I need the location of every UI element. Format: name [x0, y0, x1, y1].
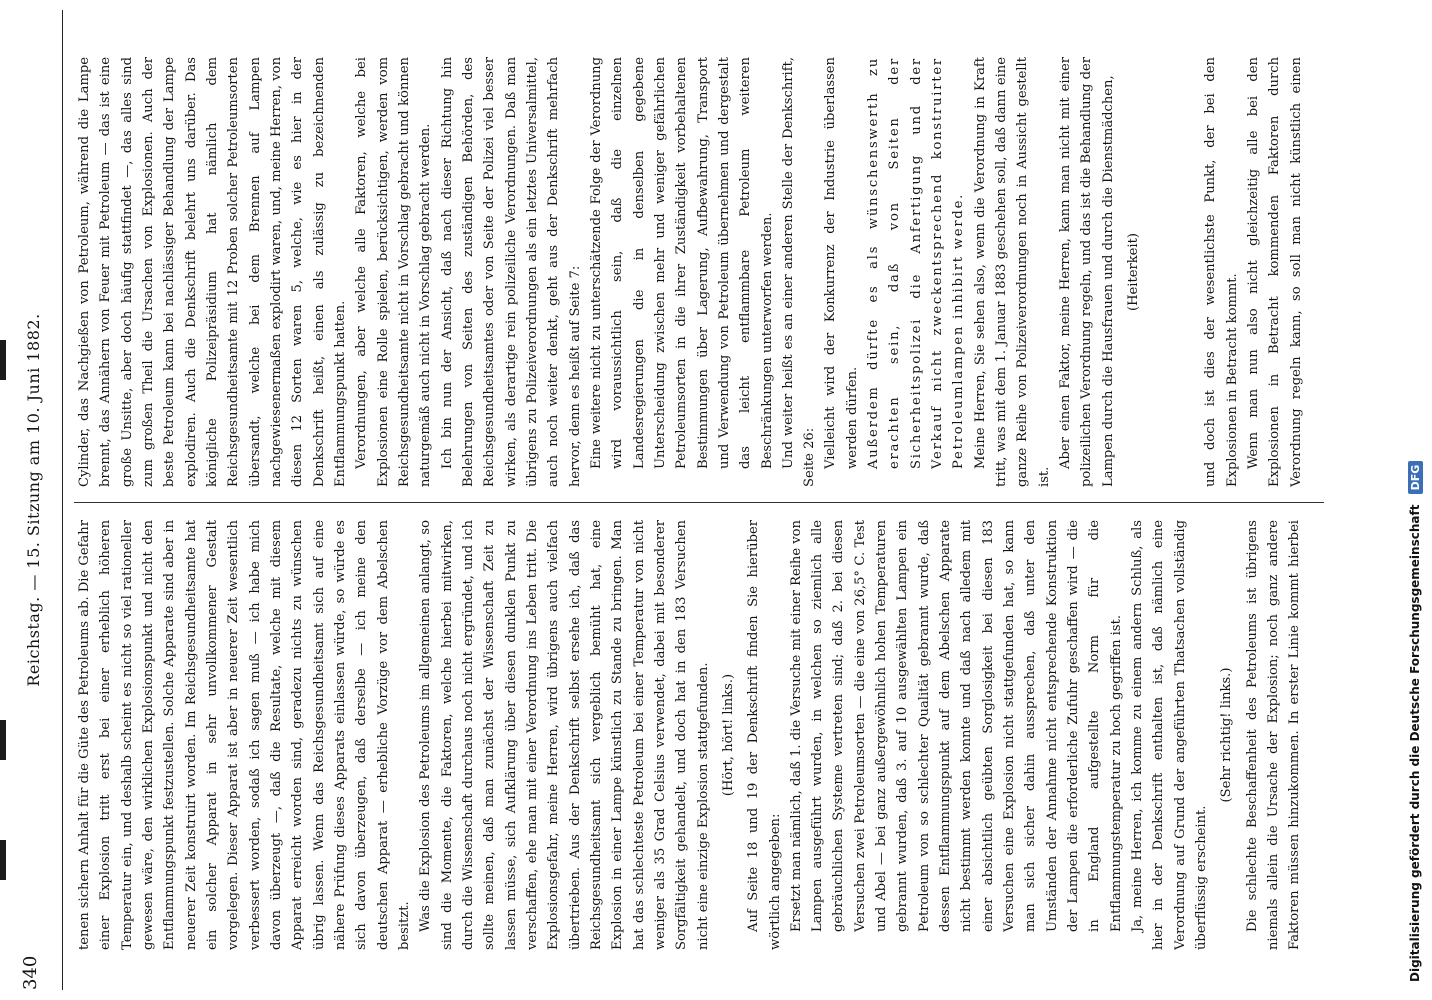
paragraph: Meine Herren, Sie sehen also, wenn die Verordnung in Kraft tritt, was mit dem 1. Januar 1883 geschehen soll, daß dann eine ganze Reihe von Polizeiverordnungen noch in Aussicht gestellt ist.: [972, 57, 1052, 487]
paragraph: tenen sichern Anhalt für die Güte des Petroleums ab. Die Gefahr einer Explosion tritt erst bei einer erheblich höheren Temperatur ein, und deshalb scheint es nicht so viel rationeller gewesen wäre, den wirklichen Explosionspunkt und nicht den Entflammungspunkt festzustellen. Solche Apparate sind aber in neuerer Zeit konstruirt worden. Im Reichsgesundheitsamte hat ein solcher Apparat in sehr unvollkommener Gestalt vorgelegen. Dieser Apparat ist aber in neuerer Zeit wesentlich verbessert worden, sodaß ich sagen muß — ich habe mich davon überzeugt —, daß die Resultate, welche mit diesem Apparat erreicht worden sind, geradezu nichts zu wünschen übrig lassen. Wenn das Reichsgesundheitsamt sich auf eine nähere Prüfung dieses Apparats einlassen würde, so würde es sich davon überzeugen, daß derselbe — ich meine den deutschen Apparat — erhebliche Vorzüge vor dem Abelschen besitzt.: [77, 520, 412, 950]
paragraph: Die schlechte Beschaffenheit des Petroleums ist übrigens niemals allein die Ursache der Explosion; noch ganz andere Faktoren müssen hinzukommen. In erster Linie kommt hierbei: [1244, 520, 1303, 950]
interjection: (Hört, hört! links.): [720, 673, 736, 797]
digitization-credit: [1408, 461, 1423, 982]
block-quote: Eine weitere nicht zu unterschätzende Folge der Verordnung wird voraussichtlich sein, daß die einzelnen Landesregierungen die in denselben gegebene Unterscheidung zwischen mehr und weniger gefährlichen Petroleumsorten in die ihrer Zuständigkeit vorbehaltenen Bestimmungen über Lagerung, Aufbewahrung, Transport und Verwendung von Petroleum übernehmen und dergestalt das leicht entflammbare Petroleum weiteren Beschränkungen unterworfen werden.: [588, 57, 775, 469]
paragraph: Ich bin nun der Ansicht, daß nach dieser Richtung hin Belehrungen von Seiten des zuständigen Behörden, des Reichsgesundheitsamtes oder von Seite der Polizei viel besser wirken, als derartige rein polizeiliche Verordnungen. Daß man übrigens zu Polizeiverordnungen als ein letztes Universalmittel, auch noch weiter denkt, geht aus der Denkschrift mehrfach hervor, denn es heißt auf Seite 7:: [439, 57, 583, 487]
page-header: [0, 0, 70, 1000]
interjection: (Heiterkeit): [1126, 233, 1142, 311]
header-rule: [62, 10, 63, 990]
paragraph: Verordnungen, aber welche alle Faktoren, welche bei Explosionen eine Rolle spielen, berücksichtigen, werden vom Reichsgesundheitsamte nicht in Vorschlag gebracht und können naturgemäß auch nicht in Vorschlag gebracht werden.: [354, 57, 434, 487]
paragraph: Aber einen Faktor, meine Herren, kann man nicht mit einer polizeilichen Verordnung regeln, und das ist die Behandlung der Lampen durch die Hausfrauen und durch die Dienstmädchen,: [1058, 57, 1116, 487]
blank-gap: [1148, 57, 1200, 487]
paragraph: Was die Explosion des Petroleums im allgemeinen anlangt, so sind die Momente, die Faktoren, welche hierbei mitwirken, durch die Wissenschaft durchaus noch nicht ergründet, und ich sollte meinen, daß man zunächst der Wissenschaft Zeit zu lassen müsse, sich Aufklärung über diesen dunklen Punkt zu verschaffen, ehe man mit einer Verordnung ins Leben tritt. Die Explosionsgefahr, meine Herren, wird übrigens auch vielfach übertrieben. Aus der Denkschrift selbst ersehe ich, daß das Reichsgesundheitsamt sich vergeblich bemüht hat, eine Explosion in einer Lampe künstlich zu Stande zu bringen. Man hat das schlechteste Petroleum bei einer Temperatur von nicht weniger als 35 Grad Celsius verwendet, dabei mit besonderer Sorgfältigkeit gehandelt, und doch hat in den 183 Versuchen nicht eine einzige Explosion stattgefunden.: [418, 520, 711, 950]
interjection: (Sehr richtig! links.): [1219, 667, 1235, 803]
text-column-right: [74, 57, 1304, 487]
block-quote: Ersetzt man nämlich, daß 1. die Versuche mit einer Reihe von Lampen ausgeführt wurden, in welchen so ziemlich alle gebräuchlichen Systeme vertreten sind; daß 2. bei diesen Versuchen zwei Petroleumsorten — die eine von 26,5° C. Test und Abel — bei ganz außergewöhnlich hohen Temperaturen gebrannt wurden, daß 3. auf 10 ausgewählten Lampen ein Petroleum von so schlechter Qualität gebrannt wurde, daß dessen Entflammungspunkt auf dem Abelschen Apparate nicht bestimmt werden konnte und daß nach alledem mit einer absichtlich geübten Sorglosigkeit bei diesen 183 Versuchen eine Explosion nicht stattgefunden hat, so kann man sich sicher dahin aussprechen, daß unter den Umständen der Annahme nicht entsprechende Konstruktion der Lampen die erforderliche Zufuhr geschaffen wird — die in England aufgestellte Norm für die Entflammungstemperatur zu hoch gegriffen ist.: [788, 520, 1124, 932]
column-divider: [74, 502, 1324, 503]
paragraph: Cylinder, das Nachgießen von Petroleum, während die Lampe brennt, das Annähern von Feuer mit Petroleum — das ist eine große Unsitte, aber doch häufig stattfindet —, das alles sind zum großen Theil die Ursachen von Explosionen. Auch der beste Petroleum kann bei nachlässiger Behandlung der Lampe explodiren. Auch die Denkschrift belehrt uns darüber. Das königliche Polizeipräsidium hat nämlich dem Reichsgesundheitsamte mit 12 Proben solcher Petroleumsorten übersandt, welche bei dem Brennen auf Lampen nachgewiesenermaßen explodirt waren, und, meine Herren, von diesen 12 Sorten waren 5, welche, wie es hier in der Denkschrift heißt, einen als zulässig zu bezeichnenden Entflammungspunkt hatten.: [77, 57, 348, 487]
dfg-logo: DFG: [1408, 461, 1423, 495]
block-quote-spaced: Außerdem dürfte es als wünschenswerth zu erachten sein, daß von Seiten der Sicherheitspolizei die Anfertigung und der Verkauf nicht zweckentsprechend konstruirter Petroleumlampen inhibirt werde.: [866, 57, 967, 469]
text-column-left: [74, 520, 1304, 950]
digitization-note: Digitalisierung gefördert durch die Deutsche Forschungsgemeinschaft: [1408, 504, 1422, 982]
paragraph: Wenn man nun also nicht gleichzeitig alle bei den Explosionen in Betracht kommenden Faktoren durch Verordnung regeln kann, so soll man nicht künstlich einen: [1246, 57, 1304, 487]
paragraph: Auf Seite 18 und 19 der Denkschrift finden Sie hierüber wörtlich angegeben:: [746, 520, 783, 950]
paragraph: Ja, meine Herren, ich komme zu einem andern Schluß, als hier in der Denkschrift enthalten ist, daß nämlich eine Verordnung auf Grund der angeführten Thatsachen vollständig überflüssig erscheint.: [1130, 520, 1210, 950]
paragraph: und doch ist dies der wesentlichste Punkt, der bei den Explosionen in Betracht kommt.: [1203, 57, 1240, 487]
page-number: 340: [20, 955, 41, 990]
paragraph: Und weiter heißt es an einer anderen Stelle der Denkschrift, Seite 26:: [780, 57, 818, 487]
block-quote: Vielleicht wird der Konkurrenz der Industrie überlassen werden dürfen.: [823, 57, 860, 469]
running-head: Reichstag. — 15. Sitzung am 10. Juni 1882.: [24, 313, 43, 687]
